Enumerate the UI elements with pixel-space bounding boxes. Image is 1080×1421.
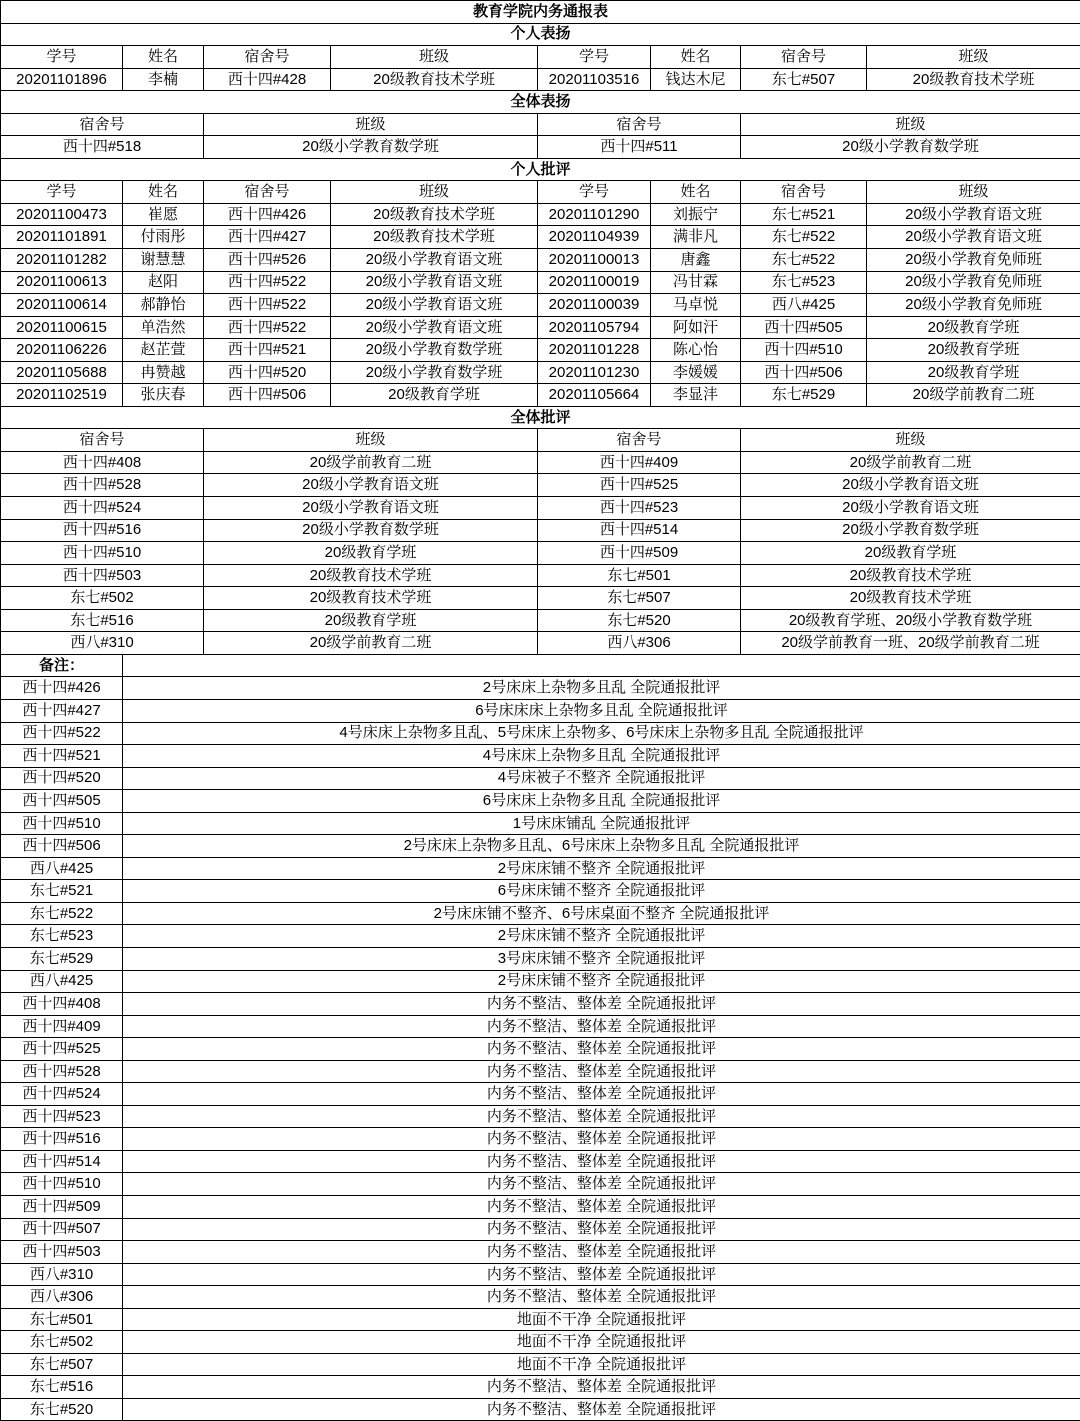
remark-dorm-cell: 西八#310 <box>1 1263 123 1286</box>
data-cell: 20级学前教育二班 <box>204 632 538 655</box>
remark-text-cell: 6号床床床上杂物多且乱 全院通报批评 <box>123 699 1080 722</box>
remark-dorm-cell: 西十四#427 <box>1 699 123 722</box>
data-cell: 西十四#510 <box>1 542 204 565</box>
table-row <box>1 474 1080 497</box>
column-header: 学号 <box>1 46 123 69</box>
column-header: 班级 <box>204 113 538 136</box>
data-cell: 20201100013 <box>538 249 651 272</box>
column-header-row <box>1 181 1080 204</box>
data-cell: 20级教育技术学班 <box>331 203 538 226</box>
remark-dorm-cell: 西十四#503 <box>1 1241 123 1264</box>
remark-dorm-cell: 西十四#506 <box>1 835 123 858</box>
data-cell: 20级教育学班 <box>867 316 1080 339</box>
remark-text-cell: 内务不整洁、整体差 全院通报批评 <box>123 993 1080 1016</box>
remark-row <box>1 1353 1080 1376</box>
data-cell: 20级教育技术学班 <box>867 68 1080 91</box>
data-cell: 东七#523 <box>741 271 867 294</box>
data-cell: 付雨彤 <box>123 226 204 249</box>
remark-row <box>1 1038 1080 1061</box>
column-header: 宿舍号 <box>538 113 741 136</box>
remark-dorm-cell: 西十四#426 <box>1 677 123 700</box>
remark-text-cell: 地面不干净 全院通报批评 <box>123 1353 1080 1376</box>
remark-text-cell: 内务不整洁、整体差 全院通报批评 <box>123 1263 1080 1286</box>
data-cell: 崔愿 <box>123 203 204 226</box>
data-cell: 20级教育学班 <box>331 384 538 407</box>
remark-dorm-cell: 西十四#507 <box>1 1218 123 1241</box>
data-cell: 西八#310 <box>1 632 204 655</box>
data-cell: 20级教育技术学班 <box>741 587 1080 610</box>
table-row <box>1 249 1080 272</box>
remark-dorm-cell: 西十四#528 <box>1 1060 123 1083</box>
data-cell: 西十四#511 <box>538 136 741 159</box>
data-cell: 西十四#408 <box>1 451 204 474</box>
table-row <box>1 339 1080 362</box>
column-header: 班级 <box>331 46 538 69</box>
data-cell: 刘振宁 <box>651 203 741 226</box>
data-cell: 20级教育学班 <box>867 361 1080 384</box>
remark-dorm-cell: 东七#523 <box>1 925 123 948</box>
remark-row <box>1 767 1080 790</box>
data-cell: 20级学前教育二班 <box>741 451 1080 474</box>
table-row <box>1 271 1080 294</box>
column-header: 班级 <box>204 429 538 452</box>
remark-dorm-cell: 西十四#524 <box>1 1083 123 1106</box>
column-header: 班级 <box>741 429 1080 452</box>
section-heading-group_praise: 全体表扬 <box>1 91 1080 114</box>
remark-text-cell: 地面不干净 全院通报批评 <box>123 1331 1080 1354</box>
data-cell: 西十四#514 <box>538 519 741 542</box>
column-header: 班级 <box>867 181 1080 204</box>
data-cell: 马卓悦 <box>651 294 741 317</box>
page-title: 教育学院内务通报表 <box>1 1 1080 24</box>
data-cell: 20201105794 <box>538 316 651 339</box>
remark-text-cell: 内务不整洁、整体差 全院通报批评 <box>123 1128 1080 1151</box>
data-cell: 西十四#426 <box>204 203 331 226</box>
data-cell: 20级小学教育数学班 <box>741 519 1080 542</box>
data-cell: 满非凡 <box>651 226 741 249</box>
data-cell: 西十四#516 <box>1 519 204 542</box>
column-header: 班级 <box>331 181 538 204</box>
data-cell: 20201101891 <box>1 226 123 249</box>
remark-dorm-cell: 西十四#521 <box>1 745 123 768</box>
data-cell: 20级小学教育语文班 <box>867 226 1080 249</box>
data-cell: 赵芷萱 <box>123 339 204 362</box>
remark-dorm-cell: 西十四#523 <box>1 1105 123 1128</box>
data-cell: 20级小学教育语文班 <box>204 497 538 520</box>
data-cell: 20201101230 <box>538 361 651 384</box>
data-cell: 20级小学教育免师班 <box>867 271 1080 294</box>
table-row <box>1 226 1080 249</box>
remark-row <box>1 857 1080 880</box>
remark-row <box>1 1286 1080 1309</box>
remark-dorm-cell: 东七#502 <box>1 1331 123 1354</box>
remark-dorm-cell: 西十四#516 <box>1 1128 123 1151</box>
remark-text-cell: 内务不整洁、整体差 全院通报批评 <box>123 1038 1080 1061</box>
data-cell: 阿如汗 <box>651 316 741 339</box>
data-cell: 张庆春 <box>123 384 204 407</box>
data-cell: 陈心怡 <box>651 339 741 362</box>
remark-text-cell: 2号床床上杂物多且乱 全院通报批评 <box>123 677 1080 700</box>
remark-row <box>1 993 1080 1016</box>
remark-text-cell: 内务不整洁、整体差 全院通报批评 <box>123 1218 1080 1241</box>
remark-text-cell: 内务不整洁、整体差 全院通报批评 <box>123 1286 1080 1309</box>
data-cell: 东七#522 <box>741 249 867 272</box>
data-cell: 20201100613 <box>1 271 123 294</box>
remark-dorm-cell: 东七#516 <box>1 1376 123 1399</box>
remark-row <box>1 1150 1080 1173</box>
data-cell: 20级教育技术学班 <box>331 68 538 91</box>
section-heading-row <box>1 406 1080 429</box>
remark-row <box>1 1105 1080 1128</box>
column-header: 学号 <box>1 181 123 204</box>
report-table-body <box>1 1 1080 1421</box>
column-header: 宿舍号 <box>204 46 331 69</box>
data-cell: 李显沣 <box>651 384 741 407</box>
data-cell: 西十四#523 <box>538 497 741 520</box>
remark-text-cell: 内务不整洁、整体差 全院通报批评 <box>123 1195 1080 1218</box>
remark-row <box>1 902 1080 925</box>
column-header: 姓名 <box>651 46 741 69</box>
column-header-row <box>1 429 1080 452</box>
column-header: 宿舍号 <box>1 429 204 452</box>
data-cell: 西十四#510 <box>741 339 867 362</box>
table-row <box>1 68 1080 91</box>
remark-text-cell: 2号床床铺不整齐 全院通报批评 <box>123 857 1080 880</box>
remark-row <box>1 970 1080 993</box>
section-heading-row <box>1 91 1080 114</box>
table-row <box>1 587 1080 610</box>
remark-row <box>1 1308 1080 1331</box>
remark-row <box>1 1398 1080 1421</box>
data-cell: 唐鑫 <box>651 249 741 272</box>
data-cell: 20201101290 <box>538 203 651 226</box>
data-cell: 20级教育学班 <box>741 542 1080 565</box>
section-heading-individual_praise: 个人表扬 <box>1 23 1080 46</box>
data-cell: 20级小学教育语文班 <box>331 294 538 317</box>
data-cell: 西十四#524 <box>1 497 204 520</box>
data-cell: 西十四#522 <box>204 316 331 339</box>
data-cell: 冯甘霖 <box>651 271 741 294</box>
remark-row <box>1 1060 1080 1083</box>
data-cell: 20级教育学班 <box>867 339 1080 362</box>
data-cell: 李楠 <box>123 68 204 91</box>
data-cell: 20201100039 <box>538 294 651 317</box>
data-cell: 西十四#522 <box>204 271 331 294</box>
remark-text-cell: 内务不整洁、整体差 全院通报批评 <box>123 1376 1080 1399</box>
column-header: 学号 <box>538 181 651 204</box>
remark-row <box>1 925 1080 948</box>
remark-dorm-cell: 东七#521 <box>1 880 123 903</box>
remark-dorm-cell: 西十四#509 <box>1 1195 123 1218</box>
data-cell: 20级学前教育二班 <box>204 451 538 474</box>
remark-row <box>1 835 1080 858</box>
remark-dorm-cell: 东七#522 <box>1 902 123 925</box>
data-cell: 20级教育学班 <box>204 609 538 632</box>
data-cell: 东七#529 <box>741 384 867 407</box>
table-row <box>1 316 1080 339</box>
section-heading-individual_criticism: 个人批评 <box>1 158 1080 181</box>
remark-dorm-cell: 西十四#510 <box>1 812 123 835</box>
data-cell: 西十四#427 <box>204 226 331 249</box>
remark-text-cell: 2号床床铺不整齐 全院通报批评 <box>123 970 1080 993</box>
remark-row <box>1 677 1080 700</box>
data-cell: 西十四#409 <box>538 451 741 474</box>
remark-row <box>1 1128 1080 1151</box>
remark-dorm-cell: 西十四#525 <box>1 1038 123 1061</box>
data-cell: 西十四#503 <box>1 564 204 587</box>
data-cell: 20201100614 <box>1 294 123 317</box>
data-cell: 西十四#520 <box>204 361 331 384</box>
data-cell: 西十四#509 <box>538 542 741 565</box>
data-cell: 20级学前教育二班 <box>867 384 1080 407</box>
remark-dorm-cell: 东七#529 <box>1 947 123 970</box>
column-header-row <box>1 113 1080 136</box>
table-row <box>1 384 1080 407</box>
remark-text-cell: 6号床床上杂物多且乱 全院通报批评 <box>123 790 1080 813</box>
remarks-heading-empty-cell <box>123 654 1080 677</box>
column-header: 宿舍号 <box>204 181 331 204</box>
remark-text-cell: 内务不整洁、整体差 全院通报批评 <box>123 1015 1080 1038</box>
remark-row <box>1 1241 1080 1264</box>
data-cell: 20级小学教育免师班 <box>867 294 1080 317</box>
remark-text-cell: 地面不干净 全院通报批评 <box>123 1308 1080 1331</box>
table-row <box>1 519 1080 542</box>
remark-row <box>1 1331 1080 1354</box>
column-header: 宿舍号 <box>741 181 867 204</box>
column-header: 宿舍号 <box>741 46 867 69</box>
column-header: 学号 <box>538 46 651 69</box>
data-cell: 西十四#428 <box>204 68 331 91</box>
remark-text-cell: 4号床床上杂物多且乱、5号床床上杂物多、6号床床上杂物多且乱 全院通报批评 <box>123 722 1080 745</box>
remark-text-cell: 内务不整洁、整体差 全院通报批评 <box>123 1398 1080 1421</box>
remark-dorm-cell: 西八#425 <box>1 857 123 880</box>
data-cell: 20级小学教育免师班 <box>867 249 1080 272</box>
remark-row <box>1 745 1080 768</box>
remark-dorm-cell: 西十四#520 <box>1 767 123 790</box>
data-cell: 20级小学教育数学班 <box>204 136 538 159</box>
data-cell: 李媛媛 <box>651 361 741 384</box>
data-cell: 东七#521 <box>741 203 867 226</box>
remark-text-cell: 2号床床铺不整齐 全院通报批评 <box>123 925 1080 948</box>
section-heading-group_criticism: 全体批评 <box>1 406 1080 429</box>
column-header-row <box>1 46 1080 69</box>
data-cell: 20201102519 <box>1 384 123 407</box>
data-cell: 20级小学教育语文班 <box>331 271 538 294</box>
data-cell: 20201100019 <box>538 271 651 294</box>
section-heading-row <box>1 23 1080 46</box>
remark-row <box>1 880 1080 903</box>
remark-dorm-cell: 西十四#409 <box>1 1015 123 1038</box>
data-cell: 20201104939 <box>538 226 651 249</box>
remark-row <box>1 947 1080 970</box>
data-cell: 西十四#526 <box>204 249 331 272</box>
data-cell: 20201100473 <box>1 203 123 226</box>
data-cell: 20级小学教育数学班 <box>331 339 538 362</box>
data-cell: 钱达木尼 <box>651 68 741 91</box>
data-cell: 西十四#506 <box>204 384 331 407</box>
remark-row <box>1 1195 1080 1218</box>
remark-text-cell: 6号床床铺不整齐 全院通报批评 <box>123 880 1080 903</box>
remark-text-cell: 2号床床上杂物多且乱、6号床床上杂物多且乱 全院通报批评 <box>123 835 1080 858</box>
table-row <box>1 497 1080 520</box>
column-header: 姓名 <box>651 181 741 204</box>
data-cell: 20201100615 <box>1 316 123 339</box>
data-cell: 东七#520 <box>538 609 741 632</box>
column-header: 宿舍号 <box>1 113 204 136</box>
data-cell: 20级小学教育语文班 <box>331 249 538 272</box>
table-row <box>1 451 1080 474</box>
remarks-heading-row <box>1 654 1080 677</box>
remark-text-cell: 2号床床铺不整齐、6号床桌面不整齐 全院通报批评 <box>123 902 1080 925</box>
data-cell: 郝静怡 <box>123 294 204 317</box>
data-cell: 20级学前教育一班、20级学前教育二班 <box>741 632 1080 655</box>
remark-row <box>1 1263 1080 1286</box>
data-cell: 20级教育技术学班 <box>331 226 538 249</box>
data-cell: 东七#507 <box>538 587 741 610</box>
data-cell: 西十四#521 <box>204 339 331 362</box>
data-cell: 西十四#506 <box>741 361 867 384</box>
data-cell: 东七#522 <box>741 226 867 249</box>
column-header: 姓名 <box>123 46 204 69</box>
data-cell: 西十四#525 <box>538 474 741 497</box>
remark-row <box>1 722 1080 745</box>
remarks-heading: 备注： <box>1 654 123 677</box>
remark-text-cell: 内务不整洁、整体差 全院通报批评 <box>123 1083 1080 1106</box>
data-cell: 20201105664 <box>538 384 651 407</box>
remark-text-cell: 3号床床铺不整齐 全院通报批评 <box>123 947 1080 970</box>
data-cell: 20级教育学班 <box>204 542 538 565</box>
data-cell: 20201106226 <box>1 339 123 362</box>
remark-dorm-cell: 西八#306 <box>1 1286 123 1309</box>
data-cell: 20级小学教育语文班 <box>741 497 1080 520</box>
table-row <box>1 361 1080 384</box>
table-row <box>1 542 1080 565</box>
title-row <box>1 1 1080 24</box>
data-cell: 东七#501 <box>538 564 741 587</box>
data-cell: 20级小学教育语文班 <box>331 316 538 339</box>
table-row <box>1 294 1080 317</box>
column-header: 班级 <box>741 113 1080 136</box>
data-cell: 东七#516 <box>1 609 204 632</box>
data-cell: 冉赞越 <box>123 361 204 384</box>
remark-text-cell: 4号床床上杂物多且乱 全院通报批评 <box>123 745 1080 768</box>
data-cell: 20级教育技术学班 <box>204 587 538 610</box>
data-cell: 20级小学教育数学班 <box>331 361 538 384</box>
data-cell: 西十四#528 <box>1 474 204 497</box>
remark-dorm-cell: 西十四#408 <box>1 993 123 1016</box>
remark-text-cell: 内务不整洁、整体差 全院通报批评 <box>123 1060 1080 1083</box>
data-cell: 20201105688 <box>1 361 123 384</box>
data-cell: 西八#425 <box>741 294 867 317</box>
table-row <box>1 609 1080 632</box>
data-cell: 20级教育学班、20级小学教育数学班 <box>741 609 1080 632</box>
data-cell: 20级教育技术学班 <box>204 564 538 587</box>
data-cell: 20级小学教育数学班 <box>741 136 1080 159</box>
remark-row <box>1 699 1080 722</box>
remark-text-cell: 内务不整洁、整体差 全院通报批评 <box>123 1150 1080 1173</box>
data-cell: 20级小学教育语文班 <box>204 474 538 497</box>
remark-row <box>1 1173 1080 1196</box>
remark-row <box>1 812 1080 835</box>
data-cell: 20级小学教育语文班 <box>741 474 1080 497</box>
data-cell: 20级小学教育语文班 <box>867 203 1080 226</box>
remark-text-cell: 4号床被子不整齐 全院通报批评 <box>123 767 1080 790</box>
data-cell: 20201103516 <box>538 68 651 91</box>
data-cell: 20级小学教育数学班 <box>204 519 538 542</box>
data-cell: 西十四#505 <box>741 316 867 339</box>
remark-text-cell: 1号床床铺乱 全院通报批评 <box>123 812 1080 835</box>
remark-dorm-cell: 西八#425 <box>1 970 123 993</box>
remark-row <box>1 1218 1080 1241</box>
data-cell: 西十四#518 <box>1 136 204 159</box>
remark-text-cell: 内务不整洁、整体差 全院通报批评 <box>123 1105 1080 1128</box>
remark-dorm-cell: 东七#507 <box>1 1353 123 1376</box>
remark-dorm-cell: 东七#501 <box>1 1308 123 1331</box>
section-heading-row <box>1 158 1080 181</box>
column-header: 姓名 <box>123 181 204 204</box>
remark-dorm-cell: 西十四#522 <box>1 722 123 745</box>
data-cell: 谢慧慧 <box>123 249 204 272</box>
remark-row <box>1 790 1080 813</box>
table-row <box>1 564 1080 587</box>
data-cell: 20201101228 <box>538 339 651 362</box>
table-row <box>1 136 1080 159</box>
remark-dorm-cell: 西十四#514 <box>1 1150 123 1173</box>
remark-dorm-cell: 东七#520 <box>1 1398 123 1421</box>
data-cell: 20201101282 <box>1 249 123 272</box>
data-cell: 赵阳 <box>123 271 204 294</box>
data-cell: 东七#507 <box>741 68 867 91</box>
data-cell: 20级教育技术学班 <box>741 564 1080 587</box>
data-cell: 20201101896 <box>1 68 123 91</box>
column-header: 宿舍号 <box>538 429 741 452</box>
remark-row <box>1 1376 1080 1399</box>
remark-row <box>1 1083 1080 1106</box>
table-row <box>1 632 1080 655</box>
data-cell: 西八#306 <box>538 632 741 655</box>
remark-dorm-cell: 西十四#505 <box>1 790 123 813</box>
remark-row <box>1 1015 1080 1038</box>
remark-text-cell: 内务不整洁、整体差 全院通报批评 <box>123 1241 1080 1264</box>
table-row <box>1 203 1080 226</box>
data-cell: 单浩然 <box>123 316 204 339</box>
remark-dorm-cell: 西十四#510 <box>1 1173 123 1196</box>
data-cell: 东七#502 <box>1 587 204 610</box>
data-cell: 西十四#522 <box>204 294 331 317</box>
column-header: 班级 <box>867 46 1080 69</box>
remark-text-cell: 内务不整洁、整体差 全院通报批评 <box>123 1173 1080 1196</box>
